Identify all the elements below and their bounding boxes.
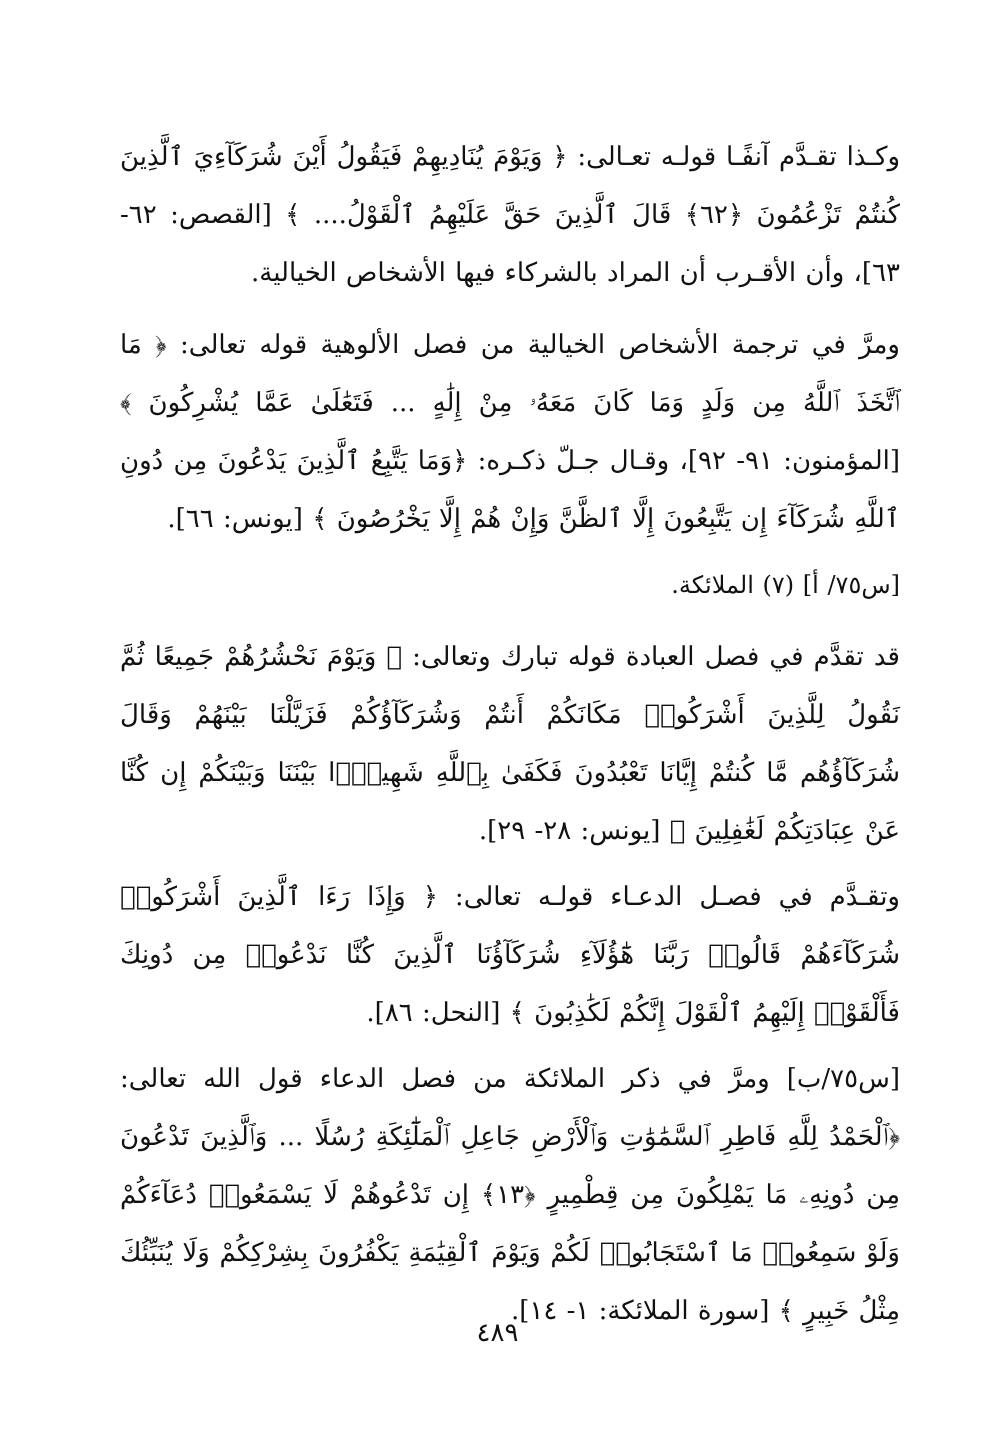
paragraph-dua: وتقـدَّم في فصـل الدعـاء قولـه تعالى: ﴿ وَإِذَا رَءَا ٱلَّذِينَ أَشْرَكُوا۟ شُرَكَآءَهُمْ قَالُوا۟ رَبَّنَا هَٰٓؤُلَآءِ شُرَكَآؤُنَا ٱلَّذِينَ كُنَّا نَدْعُوا۟ مِن دُونِكَ فَأَلْقَوْا۟ إِلَيْهِمُ ٱلْقَوْلَ إِنَّكُمْ لَكَٰذِبُونَ ﴾ [النحل: ٨٦].: [120, 882, 900, 1028]
paragraph-shurakaa-imaginary: وكـذا تقـدَّم آنفًـا قولـه تعـالى: ﴿ وَيَوْمَ يُنَادِيهِمْ فَيَقُولُ أَيْنَ شُرَكَآءِيَ ٱلَّذِينَ كُنتُمْ تَزْعُمُونَ ﴿٦٢﴾ قَالَ ٱلَّذِينَ حَقَّ عَلَيْهِمُ ٱلْقَوْلُ.... ﴾ [القصص: ٦٢- ٦٣]، وأن الأقـرب أن المراد بالشركاء فيها الأشخاص الخيالية.: [120, 142, 900, 288]
paragraph-angels-dua: [س٧٥/ب] ومرَّ في ذكر الملائكة من فصل الدعاء قول الله تعالى: ﴿ٱلْحَمْدُ لِلَّهِ فَاطِرِ ٱلسَّمَٰوَٰتِ وَٱلْأَرْضِ جَاعِلِ ٱلْمَلَٰٓئِكَةِ رُسُلًا ... وَٱلَّذِينَ تَدْعُونَ مِن دُونِهِۦ مَا يَمْلِكُونَ مِن قِطْمِيرٍ ﴿١٣﴾ إِن تَدْعُوهُمْ لَا يَسْمَعُوا۟ دُعَآءَكُمْ وَلَوْ سَمِعُوا۟ مَا ٱسْتَجَابُوا۟ لَكُمْ وَيَوْمَ ٱلْقِيَٰمَةِ يَكْفُرُونَ بِشِرْكِكُمْ وَلَا يُنَبِّئُكَ مِثْلُ خَبِيرٍ ﴾ [سورة الملائكة: ١- ١٤].: [120, 1064, 900, 1326]
paragraph-ibada: قد تقدَّم في فصل العبادة قوله تبارك وتعالى: ﴿ وَيَوْمَ نَحْشُرُهُمْ جَمِيعًا ثُمَّ نَقُولُ لِلَّذِينَ أَشْرَكُوا۟ مَكَانَكُمْ أَنتُمْ وَشُرَكَآؤُكُمْ فَزَيَّلْنَا بَيْنَهُمْ وَقَالَ شُرَكَآؤُهُم مَّا كُنتُمْ إِيَّانَا تَعْبُدُونَ فَكَفَىٰ بِٱللَّهِ شَهِيدًۢا بَيْنَنَا وَبَيْنَكُمْ إِن كُنَّا عَنْ عِبَادَتِكُمْ لَغَٰفِلِينَ ﴾ [يونس: ٢٨- ٢٩].: [120, 642, 900, 846]
page-body: [120, 128, 900, 1340]
page-number: ٤٨٩: [476, 1318, 519, 1348]
paragraph-uluhiyya: ومرَّ في ترجمة الأشخاص الخيالية من فصل الألوهية قوله تعالى: ﴿ مَا ٱتَّخَذَ ٱللَّهُ مِن وَلَدٍ وَمَا كَانَ مَعَهُۥ مِنْ إِلَٰهٍ ... فَتَعَٰلَىٰ عَمَّا يُشْرِكُونَ ﴾ [المؤمنون: ٩١- ٩٢]، وقـال جـلّ ذكـره: ﴿وَمَا يَتَّبِعُ ٱلَّذِينَ يَدْعُونَ مِن دُونِ ٱللَّهِ شُرَكَآءَ إِن يَتَّبِعُونَ إِلَّا ٱلظَّنَّ وَإِنْ هُمْ إِلَّا يَخْرُصُونَ ﴾ [يونس: ٦٦].: [120, 330, 900, 534]
section-heading-angels: [س٧٥/ أ] (٧) الملائكة.: [671, 571, 900, 599]
